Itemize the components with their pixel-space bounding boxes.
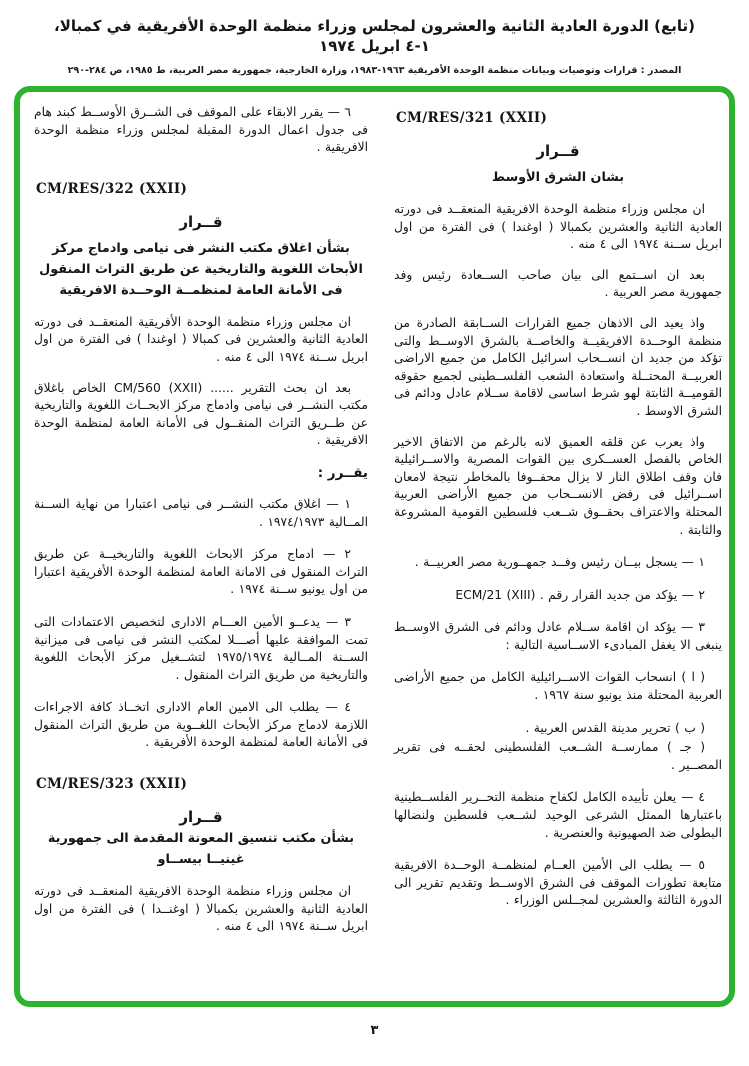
numbered-clause-5: ٥ — يطلب الى الأمين العــام لمنظمــة الوحــدة الافريقية متابعة تطورات الموقف فى الشرق الاوســط وتقديم تقرير الى الدورة الثالثة والعشرين لمجــلس الوزراء . — [394, 858, 722, 908]
resolution-number-cm-res-322: CM/RES/322 (XXII) — [36, 180, 188, 197]
paragraph-preamble: بعد ان اســتمع الى بيان صاحب الســعادة رئيس وفد جمهورية مصر العربية . — [394, 267, 722, 300]
resolution-heading-323: قــرار — [179, 808, 223, 827]
numbered-clause-1: ١ — اغلاق مكتب النشــر فى نيامى اعتبارا من نهاية الســنة المــالية ١٩٧٤/١٩٧٣ . — [34, 496, 368, 529]
sub-clause-a: ( ا ) انسحاب القوات الاســرائيلية الكامل من جميع الأراضى العربية المحتلة منذ يونيو سنة ١٩٦٧ . — [394, 670, 722, 703]
numbered-clause-3: ٣ — يؤكد ان اقامة ســلام عادل ودائم فى الشرق الاوســط ينبغى الا يغفل المبادىء الاســاسية التالية : — [394, 620, 722, 652]
numbered-clause-3: ٣ — يدعــو الأمين العـــام الادارى لتخصيص الاعتمادات التى تمت الموافقة عليها أصـــلا لمكتب النشر فى نيامى فى ميزانية الســنة المــالية ١٩٧٥/١٩٧٤ لتشــغيل مركز الأبحاث اللغوية والتاريخية من طريق التراث المنقول . — [34, 614, 368, 682]
paragraph-preamble: ان مجلس وزراء منظمة الوحدة الافريقية المنعقــد فى دورته العادية الثانية والعشرين بكمبالا ( اوغنــدا ) فى الفترة من اول ابريل ســنة ١٩٧٤ الى ٤ منه . — [34, 884, 368, 934]
sub-clause-j: ( جـ ) ممارســة الشــعب الفلسطينى لحقــه فى تقرير المصــير . — [394, 740, 722, 772]
column-right — [394, 102, 722, 910]
paragraph-preamble: ان مجلس وزراء منظمة الوحدة الافريقية المنعقــد فى دورته العادية الثانية والعشرين بكمبالا ( اوغندا ) فى الفترة من اول ابريل ســنة ١٩٧٤ الى ٤ منه . — [394, 202, 722, 252]
column-left — [34, 102, 368, 936]
paragraph-preamble: واذ يعيد الى الاذهان جميع القرارات الســابقة الصادرة من منظمة الوحــدة الافريقيــة والخاصــة بالشرق الاوســط والتى تؤكد من جديد ان انســحاب اسرائيل الكامل من جميع الاراضى العربيــة المحتــلة واستعادة الشعب الفلســطينى لجميع حقوقه القوميــة الثابتة لهو شرط اساسى لاقامة ســلام عادل ودائم فى الشرق الاوسط . — [394, 315, 722, 418]
header-session-title: (تابع) الدورة العادية الثانية والعشرون لمجلس وزراء منظمة الوحدة الأفريقية في كمبالا، ١-٤ ابريل ١٩٧٤ — [54, 17, 695, 55]
numbered-clause-2: ٢ — ادماج مركز الابحاث اللغوية والتاريخيــة عن طريق التراث المنقول فى الامانة العامة لمنظمة الوحدة الأفريقية اعتبارا من اول يونيو ســنة ١٩٧٤ . — [34, 547, 368, 597]
green-border-frame — [14, 86, 735, 1007]
numbered-clause-2: ٢ — يؤكد من جديد القرار رقم . ECM/21 (XIII) — [455, 587, 705, 602]
numbered-clause-4: ٤ — يطلب الى الامين العام الادارى اتخــاذ كافة الاجراءات اللازمة لادماج مركز الأبحاث اللغــوية من طريق التراث المنقول فى الأمانة العامة لمنظمة الوحدة الأفريقية . — [34, 700, 368, 750]
resolution-subject-322: بشأن اغلاق مكتب النشر فى نيامى وادماج مركز الأبحاث اللغوية والتاريخية عن طريق التراث المنقول فى الأمانة العامة لمنظمــة الوحــدة الافريقية — [39, 240, 363, 298]
decides-heading: يقــرر : — [317, 464, 368, 481]
resolution-subject-323: بشأن مكتب تنسيق المعونة المقدمة الى جمهورية غينيــا بيســاو — [47, 831, 355, 868]
numbered-clause-4: ٤ — يعلن تأييده الكامل لكفاح منظمة التحــرير الفلســطينية باعتبارها الممثل الشرعى الوحيد لشــعب فلسطين ولنضالها البطولى ضد الصهيونية والعنصرية . — [394, 790, 722, 840]
resolution-subject-321: بشان الشرق الأوسط — [491, 170, 625, 185]
resolution-heading-322: قــرار — [179, 212, 223, 231]
resolution-heading-321: قــرار — [536, 142, 580, 160]
sub-clause-b: ( ب ) تحرير مدينة القدس العربية . — [525, 720, 705, 735]
numbered-clause-6: ٦ — يقرر الابقاء على الموقف فى الشــرق الأوســط كبند هام فى جدول اعمال الدورة المقبلة لمجلس وزراء منظمة الوحدة الافريقية . — [34, 105, 368, 155]
page-number: ٣ — [370, 1023, 379, 1038]
numbered-clause-1: ١ — يسجل بيــان رئيس وفــد جمهــورية مصر العربيــة . — [414, 555, 705, 570]
resolution-number-cm-res-323: CM/RES/323 (XXII) — [36, 776, 188, 793]
header-source-line: المصدر : قرارات وتوصيات وبيانات منظمة الوحدة الأفريقية ١٩٦٣-١٩٨٣، وزارة الخارجية، جمهورية مصر العربية، ط ١٩٨٥، ص ٢٨٤-٢٩٠ — [67, 65, 682, 76]
page-header — [0, 16, 749, 76]
paragraph-preamble: ان مجلس وزراء منظمة الوحدة الأفريقية المنعقــد فى دورته العادية الثانية والعشرين فى كمبالا ( اوغندا ) فى الفترة من اول ابريل ســنة ١٩٧٤ الى ٤ منه . — [34, 314, 368, 364]
resolution-number-cm-res-321: CM/RES/321 (XXII) — [396, 110, 548, 126]
paragraph-preamble: بعد ان بحث التقرير ...... CM/560 (XXII) الخاص باغلاق مكتب النشــر فى نيامى وادماج مركز الابحــاث اللغوية والتاريخية عن طــريق التراث المنقــول فى الأمانة العامة لمنظمة الوحدة الافريقية . — [34, 380, 368, 448]
paragraph-preamble: واذ يعرب عن قلقه العميق لانه بالرغم من الاتفاق الاخير الخاص بالفصل العســكرى بين القوات المصرية والاســرائيلية فان وقف اطلاق النار لا يزال محفــوفا بالمخاطر نتيجة لامعان اســرائيل فى رفض الانســحاب من جميع الأراضى العربية المحتلة والاعتراف بحقــوق شــعب فلسطين القومية المشروعة والثابتة . — [394, 434, 722, 537]
